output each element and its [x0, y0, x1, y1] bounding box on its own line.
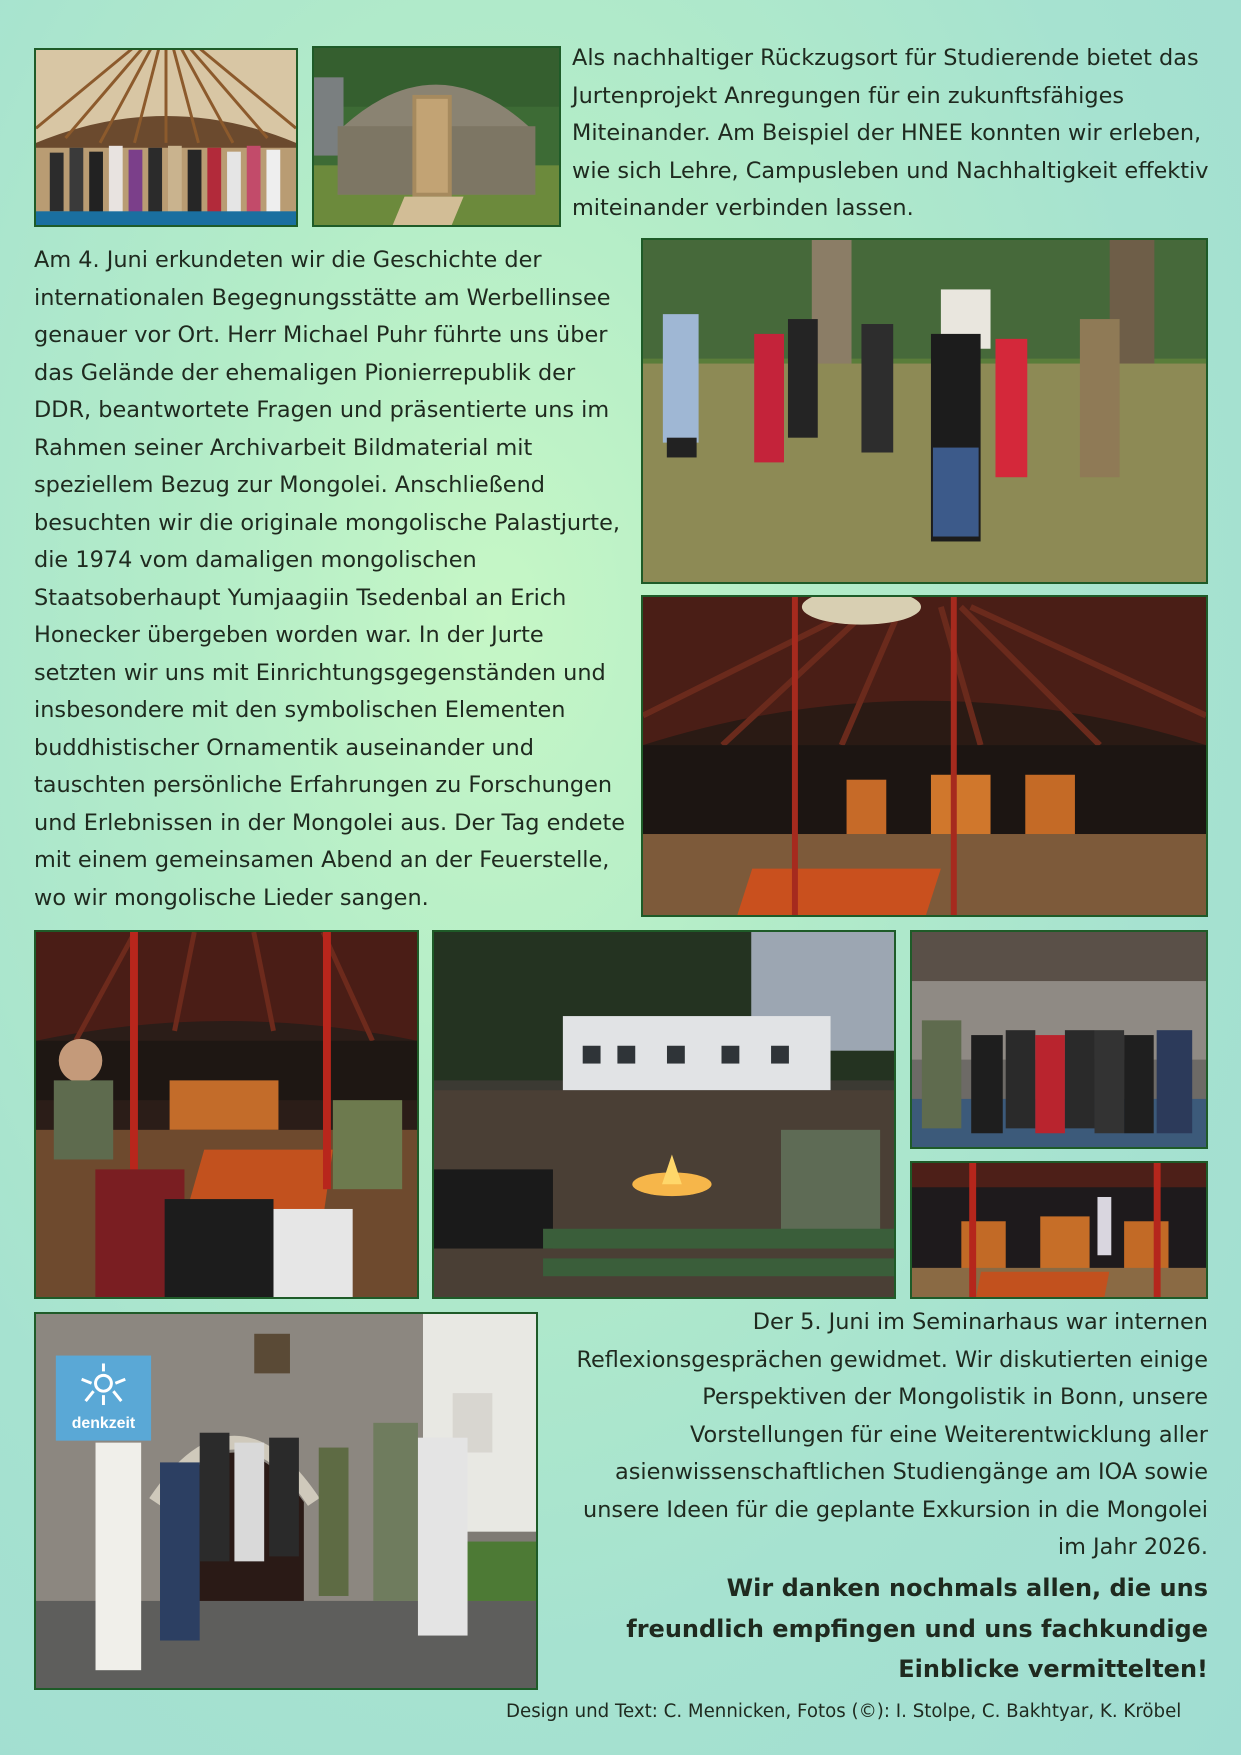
photo-group-under-shelter — [910, 930, 1208, 1149]
denkzeit-sign-label: denkzeit — [71, 1414, 136, 1432]
photo-group-on-lawn — [641, 238, 1208, 584]
photo-palace-yurt-interior — [641, 595, 1208, 917]
photo-group-inside-yurt — [34, 48, 298, 227]
june4-paragraph: Am 4. Juni erkundeten wir die Geschichte der internationalen Begegnungsstätte am Werbellinsee genauer vor Ort. Herr Michael Puhr führte uns über das Gelände der ehemaligen Pionierrepublik der DDR, beantwortete Fragen und präsentierte uns im Rahmen seiner Archivarbeit Bildmaterial mit speziellem Bezug zur Mongolei. Anschließend besuchten wir die originale mongolische Palastjurte, die 1974 vom damaligen mongolischen Staatsoberhaupt Yumjaagiin Tsedenbal an Erich Honecker übergeben worden war. In der Jurte setzten wir uns mit Einrichtungsgegenständen und insbesondere mit den symbolischen Elementen buddhistischer Ornamentik auseinander und tauschten persönliche Erfahrungen zu Forschungen und Erlebnissen in der Mongolei aus. Der Tag endete mit einem gemeinsamen Abend an der Feuerstelle, wo wir mongolische Lieder sangen. — [34, 247, 626, 911]
june5-paragraph: Der 5. Juni im Seminarhaus war internen Reflexionsgesprächen gewidmet. Wir diskutierten einige Perspektiven der Mongolistik in Bonn, unsere Vorstellungen für eine Weiterentwicklung aller asienwissenschaftlichen Studiengänge am IOA sowie unsere Ideen für die geplante Exkursion in die Mongolei im Jahr 2026. — [576, 1309, 1208, 1560]
photo-yurt-interior-standing — [910, 1161, 1208, 1299]
photo-campfire — [432, 930, 896, 1299]
photo-yurt-exterior — [312, 46, 561, 227]
intro-paragraph: Als nachhaltiger Rückzugsort für Studierende bietet das Jurtenprojekt Anregungen für ein zukunftsfähiges Miteinander. Am Beispiel der HNEE konnten wir erleben, wie sich Lehre, Campusleben und Nachhaltigkeit effektiv miteinander verbinden lassen. — [572, 45, 1209, 221]
credits-line: Design und Text: C. Mennicken, Fotos (©): I. Stolpe, C. Bakhtyar, K. Kröbel — [506, 1701, 1182, 1722]
photo-sitting-in-yurt — [34, 930, 419, 1299]
thanks-statement: Wir danken nochmals allen, die uns freundlich empfingen und uns fachkundige Einblicke vermittelten! — [626, 1574, 1208, 1683]
photo-seminar-house-entrance — [34, 1312, 538, 1690]
